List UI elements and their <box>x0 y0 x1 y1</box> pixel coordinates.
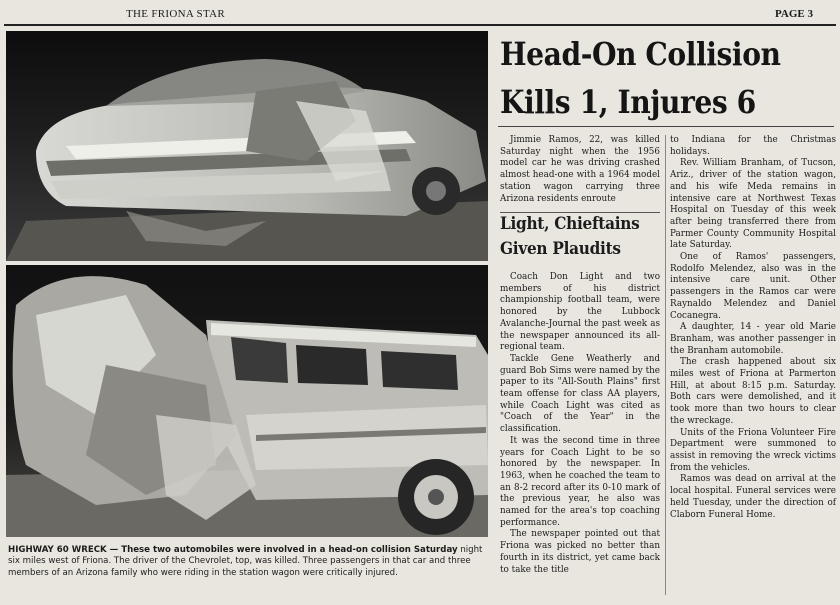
story-paragraph: Jimmie Ramos, 22, was killed Saturday night when the 1956 model car he was driving crashed almost head-one with a 1964 model station wagon carrying three Arizona residents enroute <box>500 135 660 204</box>
column-divider <box>665 135 666 595</box>
wrecked-station-wagon-photo <box>6 265 488 537</box>
collision-story-column-1 <box>500 135 660 205</box>
story-paragraph: Rev. William Branham, of Tucson, Ariz., driver of the station wagon, and his wife Meda remains in intensive care at Northwest Texas Hospital on Tuesday of this week after being transferred there from Parmer County Community Hospital late Saturday. <box>670 158 836 251</box>
caption-body: night six miles west of Friona. The driver of the Chevrolet, top, was killed. Three passengers in that car and three members of an Arizona family who were riding in the station wagon were critically injured. <box>8 545 483 578</box>
subhead-line-1: Light, Chieftains <box>500 214 640 234</box>
photo-caption <box>8 545 488 579</box>
story-paragraph: A daughter, 14 - year old Marie Branham, was another passenger in the Branham automobile. <box>670 322 836 356</box>
wrecked-chevrolet-photo <box>6 31 488 261</box>
masthead <box>0 0 840 26</box>
story-paragraph: The crash happened about six miles west of Friona at Parmerton Hill, at about 8:15 p.m. Saturday. Both cars were demolished, and it took more than two hours to clear the wreckage. <box>670 357 836 426</box>
caption-lead: HIGHWAY 60 WRECK — These two automobiles were involved in a head-on collision Saturday <box>8 545 458 555</box>
headline-line-1: Head-On Collision <box>500 35 781 73</box>
newspaper-name: THE FRIONA STAR <box>126 8 225 20</box>
collision-story-column-2 <box>670 135 836 521</box>
headline-rule <box>498 126 834 127</box>
headline <box>500 30 796 126</box>
page-number: PAGE 3 <box>775 8 813 20</box>
story-paragraph: to Indiana for the Christmas holidays. <box>670 135 836 157</box>
story-paragraph: One of Ramos' passengers, Rodolfo Melendez, also was in the intensive care unit. Other passengers in the Ramos car were Raynaldo Melendez and Daniel Cocanegra. <box>670 252 836 321</box>
subhead <box>500 212 646 262</box>
story-paragraph: The newspaper pointed out that Friona was picked no better than fourth in its district, yet came back to take the title <box>500 529 660 575</box>
subhead-line-2: Given Plaudits <box>500 239 621 259</box>
story-paragraph: Coach Don Light and two members of his district championship football team, were honored by the Lubbock Avalanche-Journal the past week as the newspaper announced its all-regional team. <box>500 272 660 353</box>
story-paragraph: Ramos was dead on arrival at the local hospital. Funeral services were held Tuesday, under the direction of Claborn Funeral Home. <box>670 474 836 520</box>
story-paragraph: Units of the Friona Volunteer Fire Department were summoned to assist in removing the wreck victims from the vehicles. <box>670 427 836 473</box>
light-story <box>500 272 660 576</box>
story-paragraph: It was the second time in three years for Coach Light to be so honored by the newspaper. In 1963, when he coached the team to an 8-2 record after its 0-10 mark of the previous year, he also was named for the area's top coaching performance. <box>500 435 660 528</box>
story-paragraph: Tackle Gene Weatherly and guard Bob Sims were named by the paper to its "All-South Plains" first team offense for class AA players, while Coach Light was cited as "Coach of the Year" in the classification. <box>500 353 660 435</box>
headline-line-2: Kills 1, Injures 6 <box>500 83 756 121</box>
masthead-rule <box>4 24 836 26</box>
